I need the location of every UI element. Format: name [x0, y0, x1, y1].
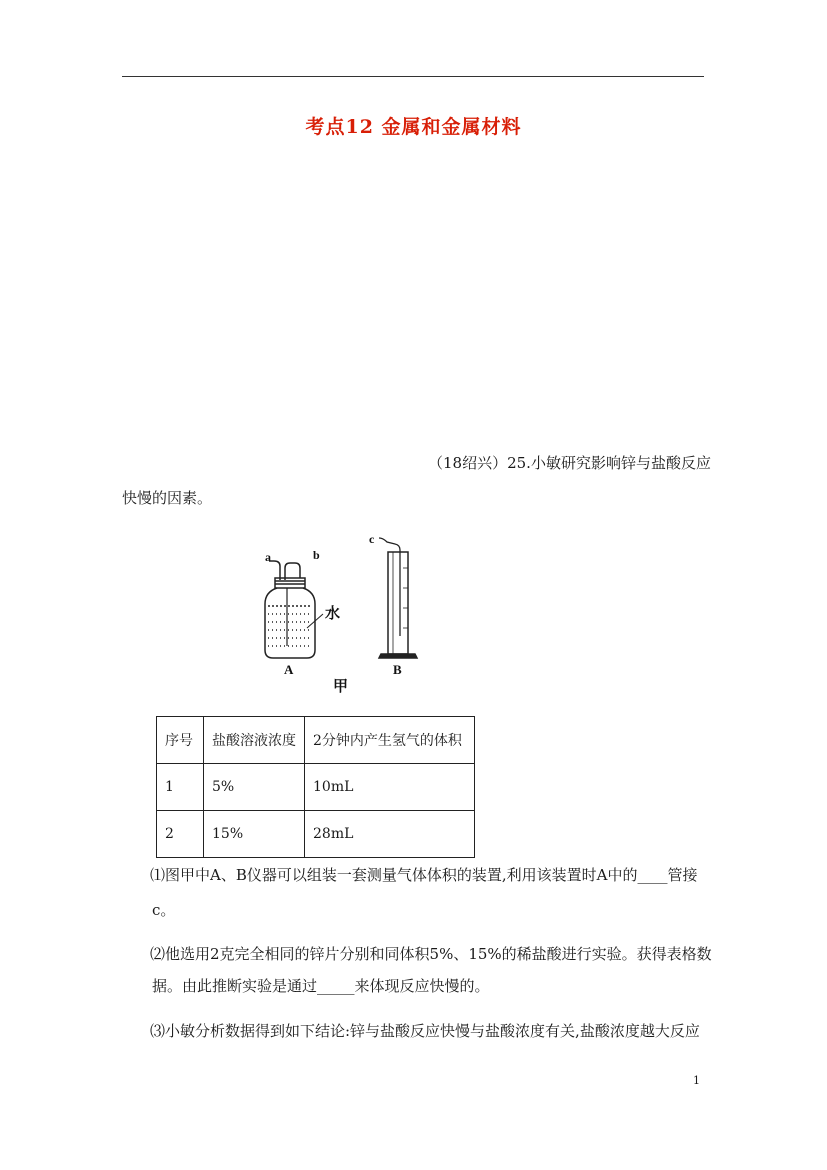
- results-table: [156, 716, 475, 858]
- label-a: a: [265, 550, 271, 564]
- table-cell: 28mL: [305, 811, 475, 858]
- table-header-cell: 序号: [157, 717, 204, 764]
- cylinder-b: [379, 538, 417, 658]
- question-1-line-1: ⑴图甲中A、B仪器可以组装一套测量气体体积的装置,利用该装置时A中的____管接: [150, 866, 698, 884]
- table-header-cell: 盐酸溶液浓度: [204, 717, 305, 764]
- figure-caption: 甲: [333, 679, 349, 695]
- label-B: B: [393, 662, 402, 677]
- table-row: [157, 764, 475, 811]
- page-title: 考点12 金属和金属材料: [305, 116, 522, 138]
- label-b: b: [313, 548, 320, 562]
- question-1-line-2: c。: [152, 901, 176, 919]
- bottle-a: [265, 561, 323, 658]
- label-A: A: [284, 662, 294, 677]
- header-rule: [122, 76, 704, 77]
- question-3-line-1: ⑶小敏分析数据得到如下结论:锌与盐酸反应快慢与盐酸浓度有关,盐酸浓度越大反应: [150, 1022, 700, 1040]
- table-header-row: [157, 717, 475, 764]
- table-cell: 15%: [204, 811, 305, 858]
- table-cell: 1: [157, 764, 204, 811]
- problem-source-line-cont: 快慢的因素。: [122, 489, 213, 507]
- table-row: [157, 811, 475, 858]
- table-header-cell: 2分钟内产生氢气的体积: [305, 717, 475, 764]
- table-cell: 2: [157, 811, 204, 858]
- table-cell: 10mL: [305, 764, 475, 811]
- table-cell: 5%: [204, 764, 305, 811]
- label-c: c: [369, 532, 375, 546]
- question-2-line-1: ⑵他选用2克完全相同的锌片分别和同体积5%、15%的稀盐酸进行实验。获得表格数: [150, 945, 712, 963]
- page-number: 1: [693, 1074, 700, 1087]
- question-2-line-2: 据。由此推断实验是通过_____来体现反应快慢的。: [152, 977, 490, 995]
- label-water: 水: [325, 606, 341, 622]
- apparatus-figure: [255, 528, 430, 698]
- problem-source-line: （18绍兴）25.小敏研究影响锌与盐酸反应: [428, 454, 711, 472]
